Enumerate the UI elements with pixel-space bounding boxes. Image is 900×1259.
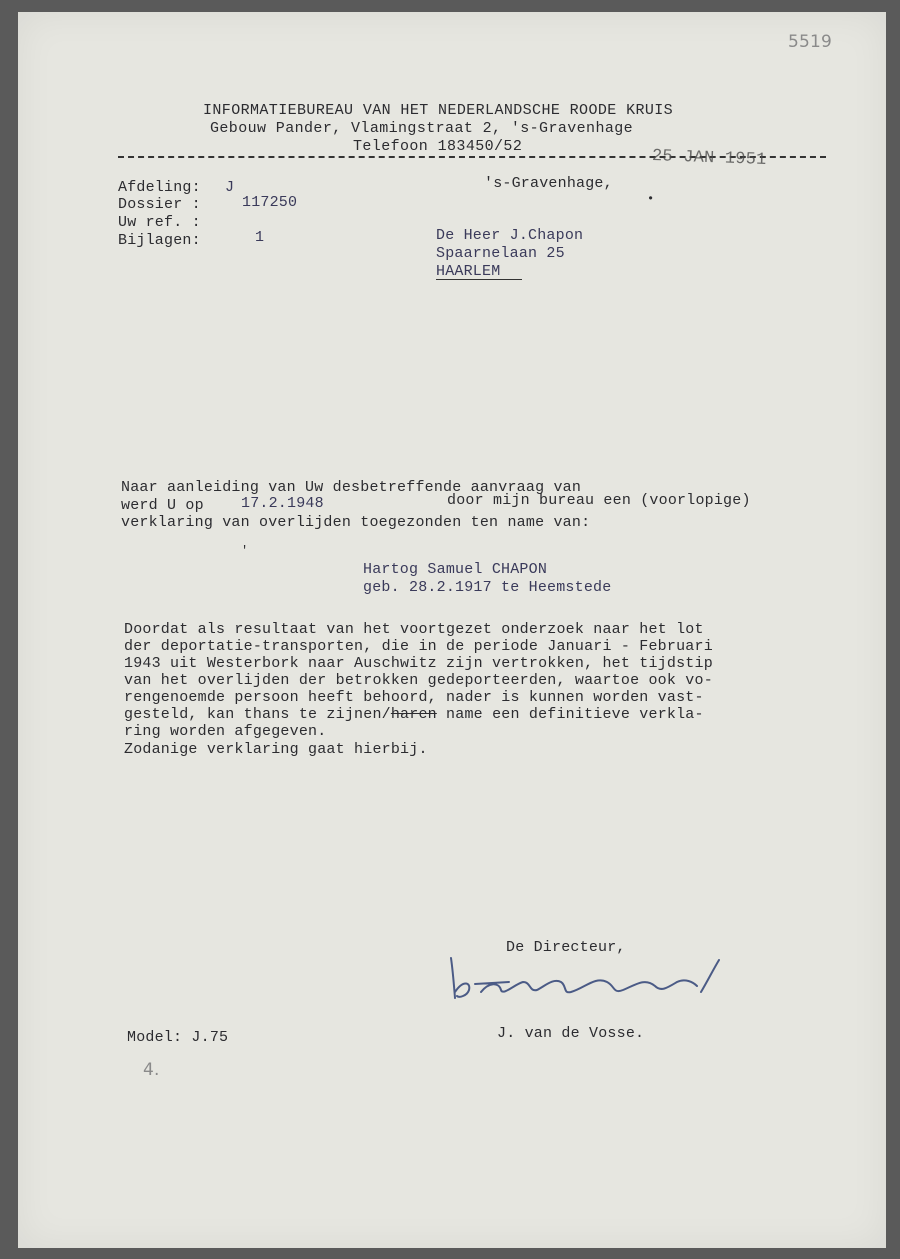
afdeling-value: J [225, 179, 235, 196]
bijlagen-label: Bijlagen: [118, 232, 201, 249]
tick-mark: ' [241, 544, 249, 558]
body-p1-line2a: werd U op [121, 497, 204, 514]
dossier-value: 117250 [242, 194, 298, 211]
pencil-initial: 4. [143, 1060, 160, 1080]
place-label: 's-Gravenhage, [484, 175, 613, 192]
struck-word: haren [390, 706, 437, 723]
person-birth: geb. 28.2.1917 te Heemstede [363, 579, 612, 596]
request-date: 17.2.1948 [241, 495, 324, 512]
body-p2-line2: der deportatie-transporten, die in de periode Januari - Februari [124, 638, 713, 655]
recipient-name: De Heer J.Chapon [436, 227, 584, 244]
model-number: Model: J.75 [127, 1029, 229, 1046]
body-p2-line1: Doordat als resultaat van het voortgezet onderzoek naar het lot [124, 621, 704, 638]
body-p2-line8: Zodanige verklaring gaat hierbij. [124, 741, 428, 758]
signature-title: De Directeur, [506, 939, 626, 956]
body-p1-line2b: door mijn bureau een (voorlopige) [447, 492, 751, 509]
body-p2-line7: ring worden afgegeven. [124, 723, 327, 740]
dot-mark: • [647, 192, 655, 206]
city-underline [436, 279, 522, 280]
bijlagen-value: 1 [255, 229, 265, 246]
handwritten-signature [445, 952, 735, 1012]
recipient-city: HAARLEM [436, 263, 501, 280]
letterhead-phone: Telefoon 183450/52 [353, 138, 523, 155]
archive-number: 5519 [788, 32, 833, 52]
recipient-street: Spaarnelaan 25 [436, 245, 565, 262]
signatory-name: J. van de Vosse. [497, 1025, 645, 1042]
body-p1-line3: verklaring van overlijden toegezonden ten name van: [121, 514, 591, 531]
body-p2-line6b: name een definitieve verkla- [436, 706, 704, 723]
body-p2-line4: van het overlijden der betrokken gedeporteerden, waartoe ook vo- [124, 672, 713, 689]
body-p2-line5: rengenoemde persoon heeft behoord, nader is kunnen worden vast- [124, 689, 704, 706]
body-p1-line1: Naar aanleiding van Uw desbetreffende aanvraag van [121, 479, 582, 496]
body-p2-line6a: gesteld, kan thans te zijnen/ [124, 706, 391, 723]
afdeling-label: Afdeling: [118, 179, 201, 196]
body-p2-line3: 1943 uit Westerbork naar Auschwitz zijn vertrokken, het tijdstip [124, 655, 713, 672]
body-p2-line6 [124, 706, 704, 723]
letterhead-org: INFORMATIEBUREAU VAN HET NEDERLANDSCHE ROODE KRUIS [203, 102, 674, 119]
person-name: Hartog Samuel CHAPON [363, 561, 548, 578]
date-stamp: 25 JAN 1951 [651, 147, 767, 170]
letterhead-address: Gebouw Pander, Vlamingstraat 2, 's-Gravenhage [210, 120, 634, 137]
uwref-label: Uw ref. : [118, 214, 201, 231]
dossier-label: Dossier : [118, 196, 201, 213]
